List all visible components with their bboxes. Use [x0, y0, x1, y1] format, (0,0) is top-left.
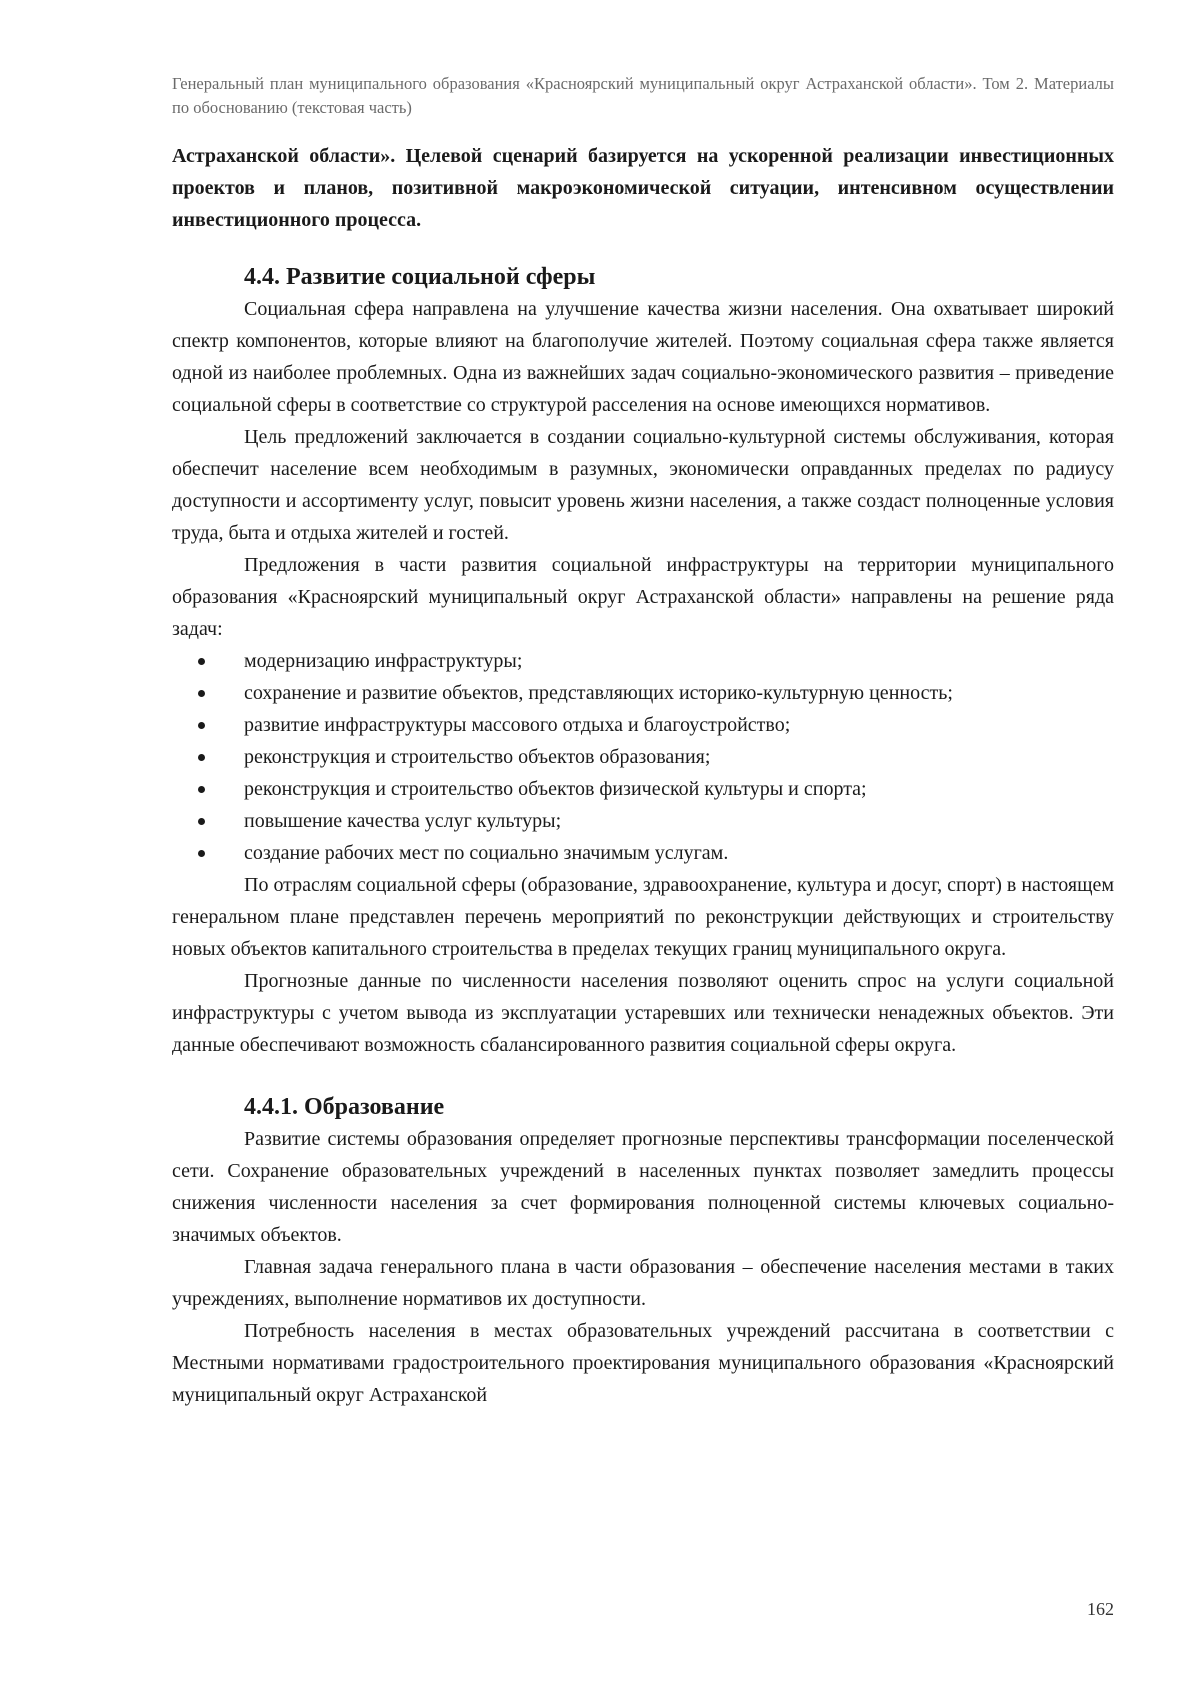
paragraph: По отраслям социальной сферы (образование, здравоохранение, культура и досуг, спорт) в настоящем генеральном плане представлен перечень мероприятий по реконструкции действующих и строительству новых объектов капитального строительства в пределах текущих границ муниципального округа.	[172, 874, 1114, 960]
list-item	[172, 645, 1114, 677]
list-item-text: реконструкция и строительство объектов физической культуры и спорта;	[244, 778, 867, 800]
bullet-icon	[198, 754, 205, 761]
paragraph: Цель предложений заключается в создании социально-культурной системы обслуживания, которая обеспечит население всем необходимым в разумных, экономически оправданных пределах по радиусу доступности и ассортименту услуг, повысит уровень жизни населения, а также создаст полноценные условия труда, быта и отдыха жителей и гостей.	[172, 426, 1114, 544]
page-number: 162	[1087, 1599, 1114, 1619]
running-header: Генеральный план муниципального образования «Красноярский муниципальный округ Астраханской области». Том 2. Материалы по обоснованию (текстовая часть)	[172, 74, 1114, 117]
list-item	[172, 709, 1114, 741]
list-item-text: реконструкция и строительство объектов образования;	[244, 746, 711, 768]
section-heading-4-4-1: 4.4.1. Образование	[244, 1094, 445, 1120]
list-item-text: развитие инфраструктуры массового отдыха и благоустройство;	[244, 714, 791, 736]
tasks-list	[172, 645, 1114, 869]
bullet-icon	[198, 818, 205, 825]
list-item-text: создание рабочих мест по социально значимым услугам.	[244, 842, 729, 864]
list-item-text: сохранение и развитие объектов, представляющих историко-культурную ценность;	[244, 682, 953, 704]
paragraph: Предложения в части развития социальной инфраструктуры на территории муниципального образования «Красноярский муниципальный округ Астраханской области» направлены на решение ряда задач:	[172, 554, 1114, 640]
paragraph: Потребность населения в местах образовательных учреждений рассчитана в соответствии с Местными нормативами градостроительного проектирования муниципального образования «Красноярский муниципальный округ Астраханской	[172, 1320, 1114, 1406]
list-item	[172, 677, 1114, 709]
bullet-icon	[198, 658, 205, 665]
list-item	[172, 773, 1114, 805]
bullet-icon	[198, 722, 205, 729]
bullet-icon	[198, 690, 205, 697]
list-item	[172, 741, 1114, 773]
paragraph: Прогнозные данные по численности населения позволяют оценить спрос на услуги социальной инфраструктуры с учетом вывода из эксплуатации устаревших или технически ненадежных объектов. Эти данные обеспечивают возможность сбалансированного развития социальной сферы округа.	[172, 970, 1114, 1056]
bullet-icon	[198, 850, 205, 857]
paragraph: Социальная сфера направлена на улучшение качества жизни населения. Она охватывает широкий спектр компонентов, которые влияют на благополучие жителей. Поэтому социальная сфера также является одной из наиболее проблемных. Одна из важнейших задач социально-экономического развития – приведение социальной сферы в соответствие со структурой расселения на основе имеющихся нормативов.	[172, 298, 1114, 416]
list-item	[172, 805, 1114, 837]
lead-paragraph: Астраханской области». Целевой сценарий базируется на ускоренной реализации инвестиционных проектов и планов, позитивной макроэкономической ситуации, интенсивном осуществлении инвестиционного процесса.	[172, 145, 1114, 231]
list-item	[172, 837, 1114, 869]
paragraph: Развитие системы образования определяет прогнозные перспективы трансформации поселенческой сети. Сохранение образовательных учреждений в населенных пунктах позволяет замедлить процессы снижения численности населения за счет формирования полноценной системы ключевых социально-значимых объектов.	[172, 1128, 1114, 1246]
bullet-icon	[198, 786, 205, 793]
paragraph: Главная задача генерального плана в части образования – обеспечение населения местами в таких учреждениях, выполнение нормативов их доступности.	[172, 1256, 1114, 1310]
list-item-text: модернизацию инфраструктуры;	[244, 650, 523, 672]
list-item-text: повышение качества услуг культуры;	[244, 810, 562, 832]
page-content	[172, 140, 1114, 1411]
section-heading-4-4: 4.4. Развитие социальной сферы	[244, 264, 596, 290]
